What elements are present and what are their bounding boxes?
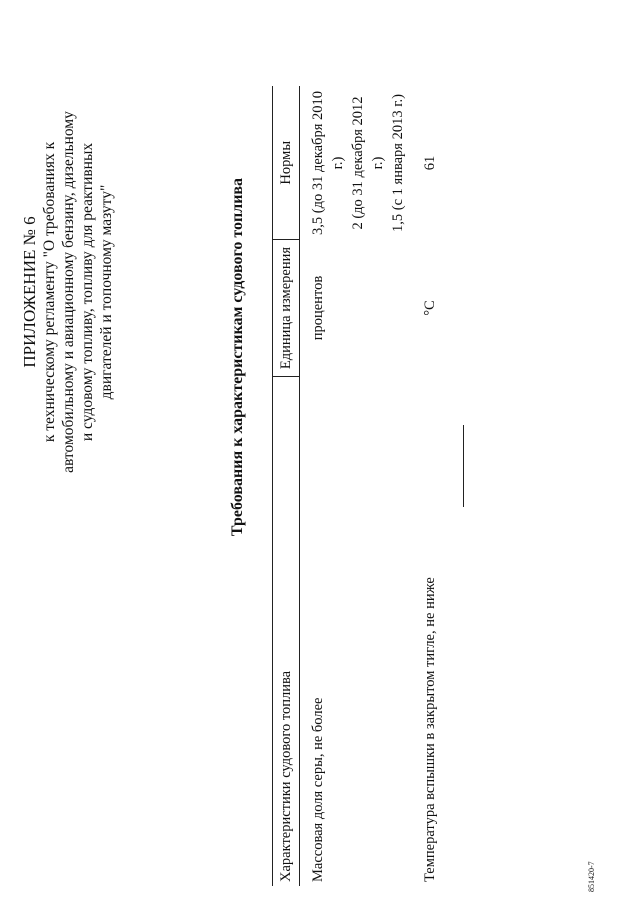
closing-divider-line [463,425,464,507]
characteristic-cell: Температура вспышки в закрытом тигле, не ниже [422,577,438,882]
table-row [300,86,417,886]
table-row [416,86,448,886]
column-header-characteristic: Характеристики судового топлива [273,376,300,886]
appendix-number: ПРИЛОЖЕНИЕ № 6 [20,216,39,368]
appendix-subtitle-line: к техническому регламенту "О требованиях к [41,141,58,443]
document-title: Требования к характеристикам судового топлива [229,177,246,537]
norm-value: 2 (до 31 декабря 2012 г.) [350,96,386,230]
unit-cell: процентов [310,275,326,341]
characteristic-cell: Массовая доля серы, не более [310,697,326,882]
column-header-norms: Нормы [273,86,300,240]
norm-value: 3,5 (до 31 декабря 2010 г.) [310,91,346,235]
unit-cell: °C [422,300,438,316]
rotated-document-page [20,12,620,892]
appendix-subtitle-line: двигателей и топочному мазуту" [98,184,115,400]
appendix-subtitle-line: и судовому топливу, топливу для реактивных [79,142,96,442]
norm-value: 61 [422,155,438,171]
requirements-table [272,86,448,886]
column-header-unit: Единица измерения [273,240,300,376]
appendix-subtitle-line: автомобильному и авиационному бензину, дизельному [60,111,77,473]
appendix-header [20,0,116,592]
table-header-row [273,86,300,886]
norm-value: 1,5 (с 1 января 2013 г.) [390,94,406,232]
norms-cell [416,86,448,240]
footer-document-code: 851420-7 [587,861,596,892]
norms-cell [300,86,417,240]
